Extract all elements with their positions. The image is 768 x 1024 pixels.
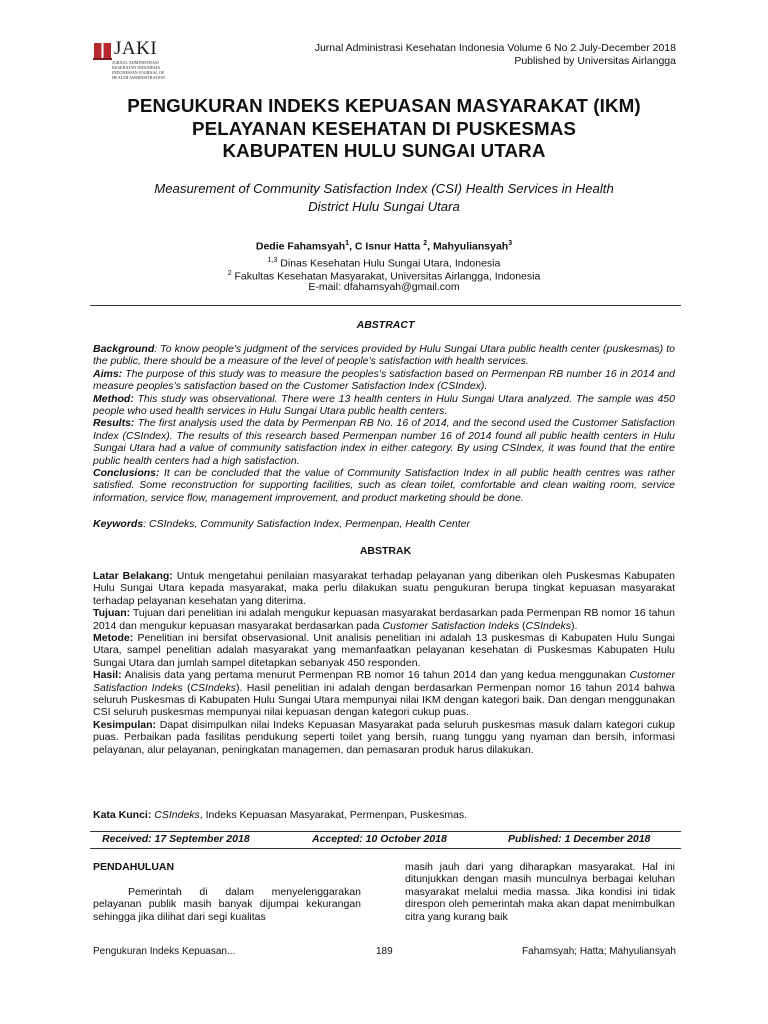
journal-logo [92, 38, 202, 88]
abstrak-text: ). [571, 619, 578, 632]
abstract-text: The first analysis used the data by Permenpan RB No. 16 of 2014, and the second used the Customer Satisfaction Index (CSIndex). The results of this research based Permenpan number 16 of 2014 found all public health centers in Hulu Sungai Utara had a value of community satisfaction index in either category. By using CSIndex, it was found that the entire public health centers had a high satisfaction. [93, 417, 675, 467]
keywords-label: Keywords [93, 518, 144, 530]
logo-wordmark: JAKI [114, 38, 158, 59]
abstract-label: Results: [93, 417, 135, 430]
keywords-text: , Indeks Kepuasan Masyarakat, Permenpan, Puskesmas. [199, 809, 468, 821]
author-affiliation-mark: 1 [345, 240, 350, 247]
dates-top-rule [90, 831, 681, 832]
affiliation-text: Dinas Kesehatan Hulu Sungai Utara, Indonesia [277, 257, 501, 270]
abstract-keywords [93, 518, 675, 530]
logo-subtext: HEALTH ADMINISTRATION [112, 75, 166, 80]
published-date: Published: 1 December 2018 [508, 833, 651, 845]
abstrak-label: Tujuan: [93, 607, 131, 620]
abstrak-text: Untuk mengetahui penilaian masyarakat terhadap pelayanan yang diberikan oleh Puskesmas Kabupaten Hulu Sungai Utara kepada masyarakat, maka perlu dilakukan suatu pengukuran berupa tingkat kepuasan masyarakat terhadap pelayanan kesehatan yang diterima. [93, 570, 676, 607]
title-line: PELAYANAN KESEHATAN DI PUSKESMAS [191, 117, 577, 139]
keywords-italic: CSIndeks [151, 809, 200, 821]
author-name: Dedie Fahamsyah [255, 240, 346, 253]
received-date: Received: 17 September 2018 [102, 833, 250, 845]
abstrak-text: Penelitian ini bersifat observasional. Unit analisis penelitian ini adalah 13 puskesmas di Kabupaten Hulu Sungai Utara, sampel penelitian adalah masyarakat yang memanfaatkan pelayanan kesehatan di Puskesmas Kabupaten Hulu Sungai Utara dan jumlah sampel ditetapkan sebanyak 450 responden. [93, 632, 675, 669]
page-number: 189 [376, 946, 393, 957]
abstrak-text: Dapat disimpulkan nilai Indeks Kepuasan Masyarakat pada seluruh puskesmas masuk dalam kategori cukup puas. Perbaikan pada fasilitas pendukung seperti toilet yang bersih, ruang tunggu yang nyaman dan bersih, informasi pelayanan, alur pelayanan, peningkatan managemen, dan pemasaran produk harus dilakukan. [93, 718, 675, 756]
body-left-column: Pemerintah di dalam menyelenggarakan pelayanan publik masih banyak dijumpai kekurangan sehingga jika dilihat dari segi kualitas [93, 886, 361, 923]
abstract-body [93, 343, 675, 504]
section-heading: PENDAHULUAN [93, 861, 175, 873]
abstract-label: Aims: [93, 367, 123, 380]
running-title: Pengukuran Indeks Kepuasan... [93, 946, 236, 957]
abstrak-label: Hasil: [93, 669, 122, 682]
author-email: E-mail: dfahamsyah@gmail.com [308, 281, 460, 293]
running-authors: Fahamsyah; Hatta; Mahyuliansyah [522, 946, 676, 957]
subtitle-line: Measurement of Community Satisfaction Index (CSI) Health Services in Health [154, 181, 614, 196]
abstrak-italic: CSIndeks [190, 681, 236, 694]
abstrak-italic: Customer Satisfaction Indeks [93, 669, 675, 694]
abstrak-italic: CSIndeks [525, 619, 572, 632]
abstract-label: Method: [93, 392, 134, 405]
dates-bottom-rule [90, 848, 681, 849]
affiliation-mark: 2 [227, 270, 232, 277]
abstrak-text: Analisis data yang pertama menurut Permenpan RB nomor 16 tahun 2014 dan yang kedua menggunakan [121, 669, 630, 682]
journal-publisher: Published by Universitas Airlangga [514, 55, 676, 67]
affiliation-text: Fakultas Kesehatan Masyarakat, Universitas Airlangga, Indonesia [231, 270, 541, 283]
abstract-text: This study was observational. There were 13 health centers in Hulu Sungai Utara analyzed. The sample was 450 people who used health services in Hulu Sungai Utara public health centers. [93, 392, 675, 418]
accepted-date: Accepted: 10 October 2018 [312, 833, 447, 845]
keywords-label: Kata Kunci: [93, 809, 152, 821]
abstract-label: Conclusions: [93, 467, 160, 480]
abstrak-label: Kesimpulan: [93, 718, 157, 731]
title-line: PENGUKURAN INDEKS KEPUASAN MASYARAKAT (IKM) [127, 95, 641, 116]
abstrak-text: Tujuan dari penelitian ini adalah mengukur kepuasan masyarakat berdasarkan pada Permenpan RB nomor 16 tahun 2014 dan mengukur kepuasan masyarakat berdasarkan pada [93, 607, 675, 632]
abstrak-keywords [93, 809, 675, 821]
abstrak-text: ( [519, 619, 526, 632]
abstrak-heading: ABSTRAK [359, 545, 412, 557]
keywords-text: : CSIndeks, Community Satisfaction Index, Permenpan, Health Center [143, 518, 471, 530]
logo-subtext: KESEHATAN INDONESIA [112, 65, 161, 70]
journal-volume: Jurnal Administrasi Kesehatan Indonesia Volume 6 No 2 July-December 2018 [314, 42, 676, 54]
author-separator: , [349, 240, 355, 253]
abstract-label: Background [93, 343, 155, 355]
title-line: KABUPATEN HULU SUNGAI UTARA [222, 140, 546, 161]
abstract-text: It can be concluded that the value of Community Satisfaction Index in all public health centres was rather satisfied. Some reconstruction for supporting facilities, such as clean toilet, comfortable and clean waiting room, service information, service flow, management improvement, and product marketing should be done. [93, 467, 675, 504]
logo-subtext: JURNAL ADMINISTRASI [112, 60, 159, 65]
paper-title [80, 95, 688, 163]
abstrak-label: Metode: [93, 632, 134, 645]
abstrak-label: Latar Belakang: [93, 570, 173, 582]
body-right-column: masih jauh dari yang diharapkan masyarakat. Hal ini ditunjukkan dengan masih munculnya berbagai keluhan masyarakat melalui media massa. Jika kondisi ini tidak direspon oleh pemerintah maka akan dapat menimbulkan citra yang kurang baik [405, 861, 675, 923]
paper-subtitle [80, 180, 688, 216]
subtitle-line: District Hulu Sungai Utara [308, 199, 460, 214]
abstrak-body [93, 570, 675, 756]
journal-info [315, 42, 676, 68]
author-name: C Isnur Hatta [354, 240, 424, 253]
abstract-text: to the public, there should be a measure of the level of people’s satisfaction with health services. [93, 343, 675, 368]
abstrak-text: ). Hasil penelitian ini adalah dengan berdasarkan Permenpan nomor 16 tahun 2014 bahwa seluruh Puskesmas di Kabupaten Hulu Sungai Utara mempunyai nilai IKM dengan kategori baik. Dan dengan menggunakan CSI seluruh puskesmas mempunyai nilai kepuasan dengan kategori cukup puas. [93, 681, 675, 719]
abstrak-italic: Customer Satisfaction Indeks [382, 619, 520, 632]
author-name: Mahyuliansyah [432, 240, 509, 253]
affiliation-mark: 1,3 [267, 257, 278, 264]
abstract-text: The purpose of this study was to measure the peoples’s satisfaction based on Permenpan RB number 16 in 2014 and measure peoples’s satisfaction based on the Customer Satisfaction Index (CSIndex). [93, 367, 675, 393]
section-divider [90, 305, 681, 306]
author-affiliation-mark: 2 [423, 240, 428, 247]
author-separator: , [427, 240, 433, 253]
logo-subtext: INDONESIAN JOURNAL OF [112, 70, 165, 75]
jaki-logo-icon [92, 40, 114, 62]
abstrak-text: ( [182, 681, 191, 694]
abstract-text: : To know people's judgment of the services provided by Hulu Sungai Utara public health center (puskesmas) [154, 343, 664, 355]
abstract-heading: ABSTRACT [356, 319, 415, 331]
author-list [80, 240, 688, 253]
author-affiliation-mark: 3 [508, 240, 513, 247]
